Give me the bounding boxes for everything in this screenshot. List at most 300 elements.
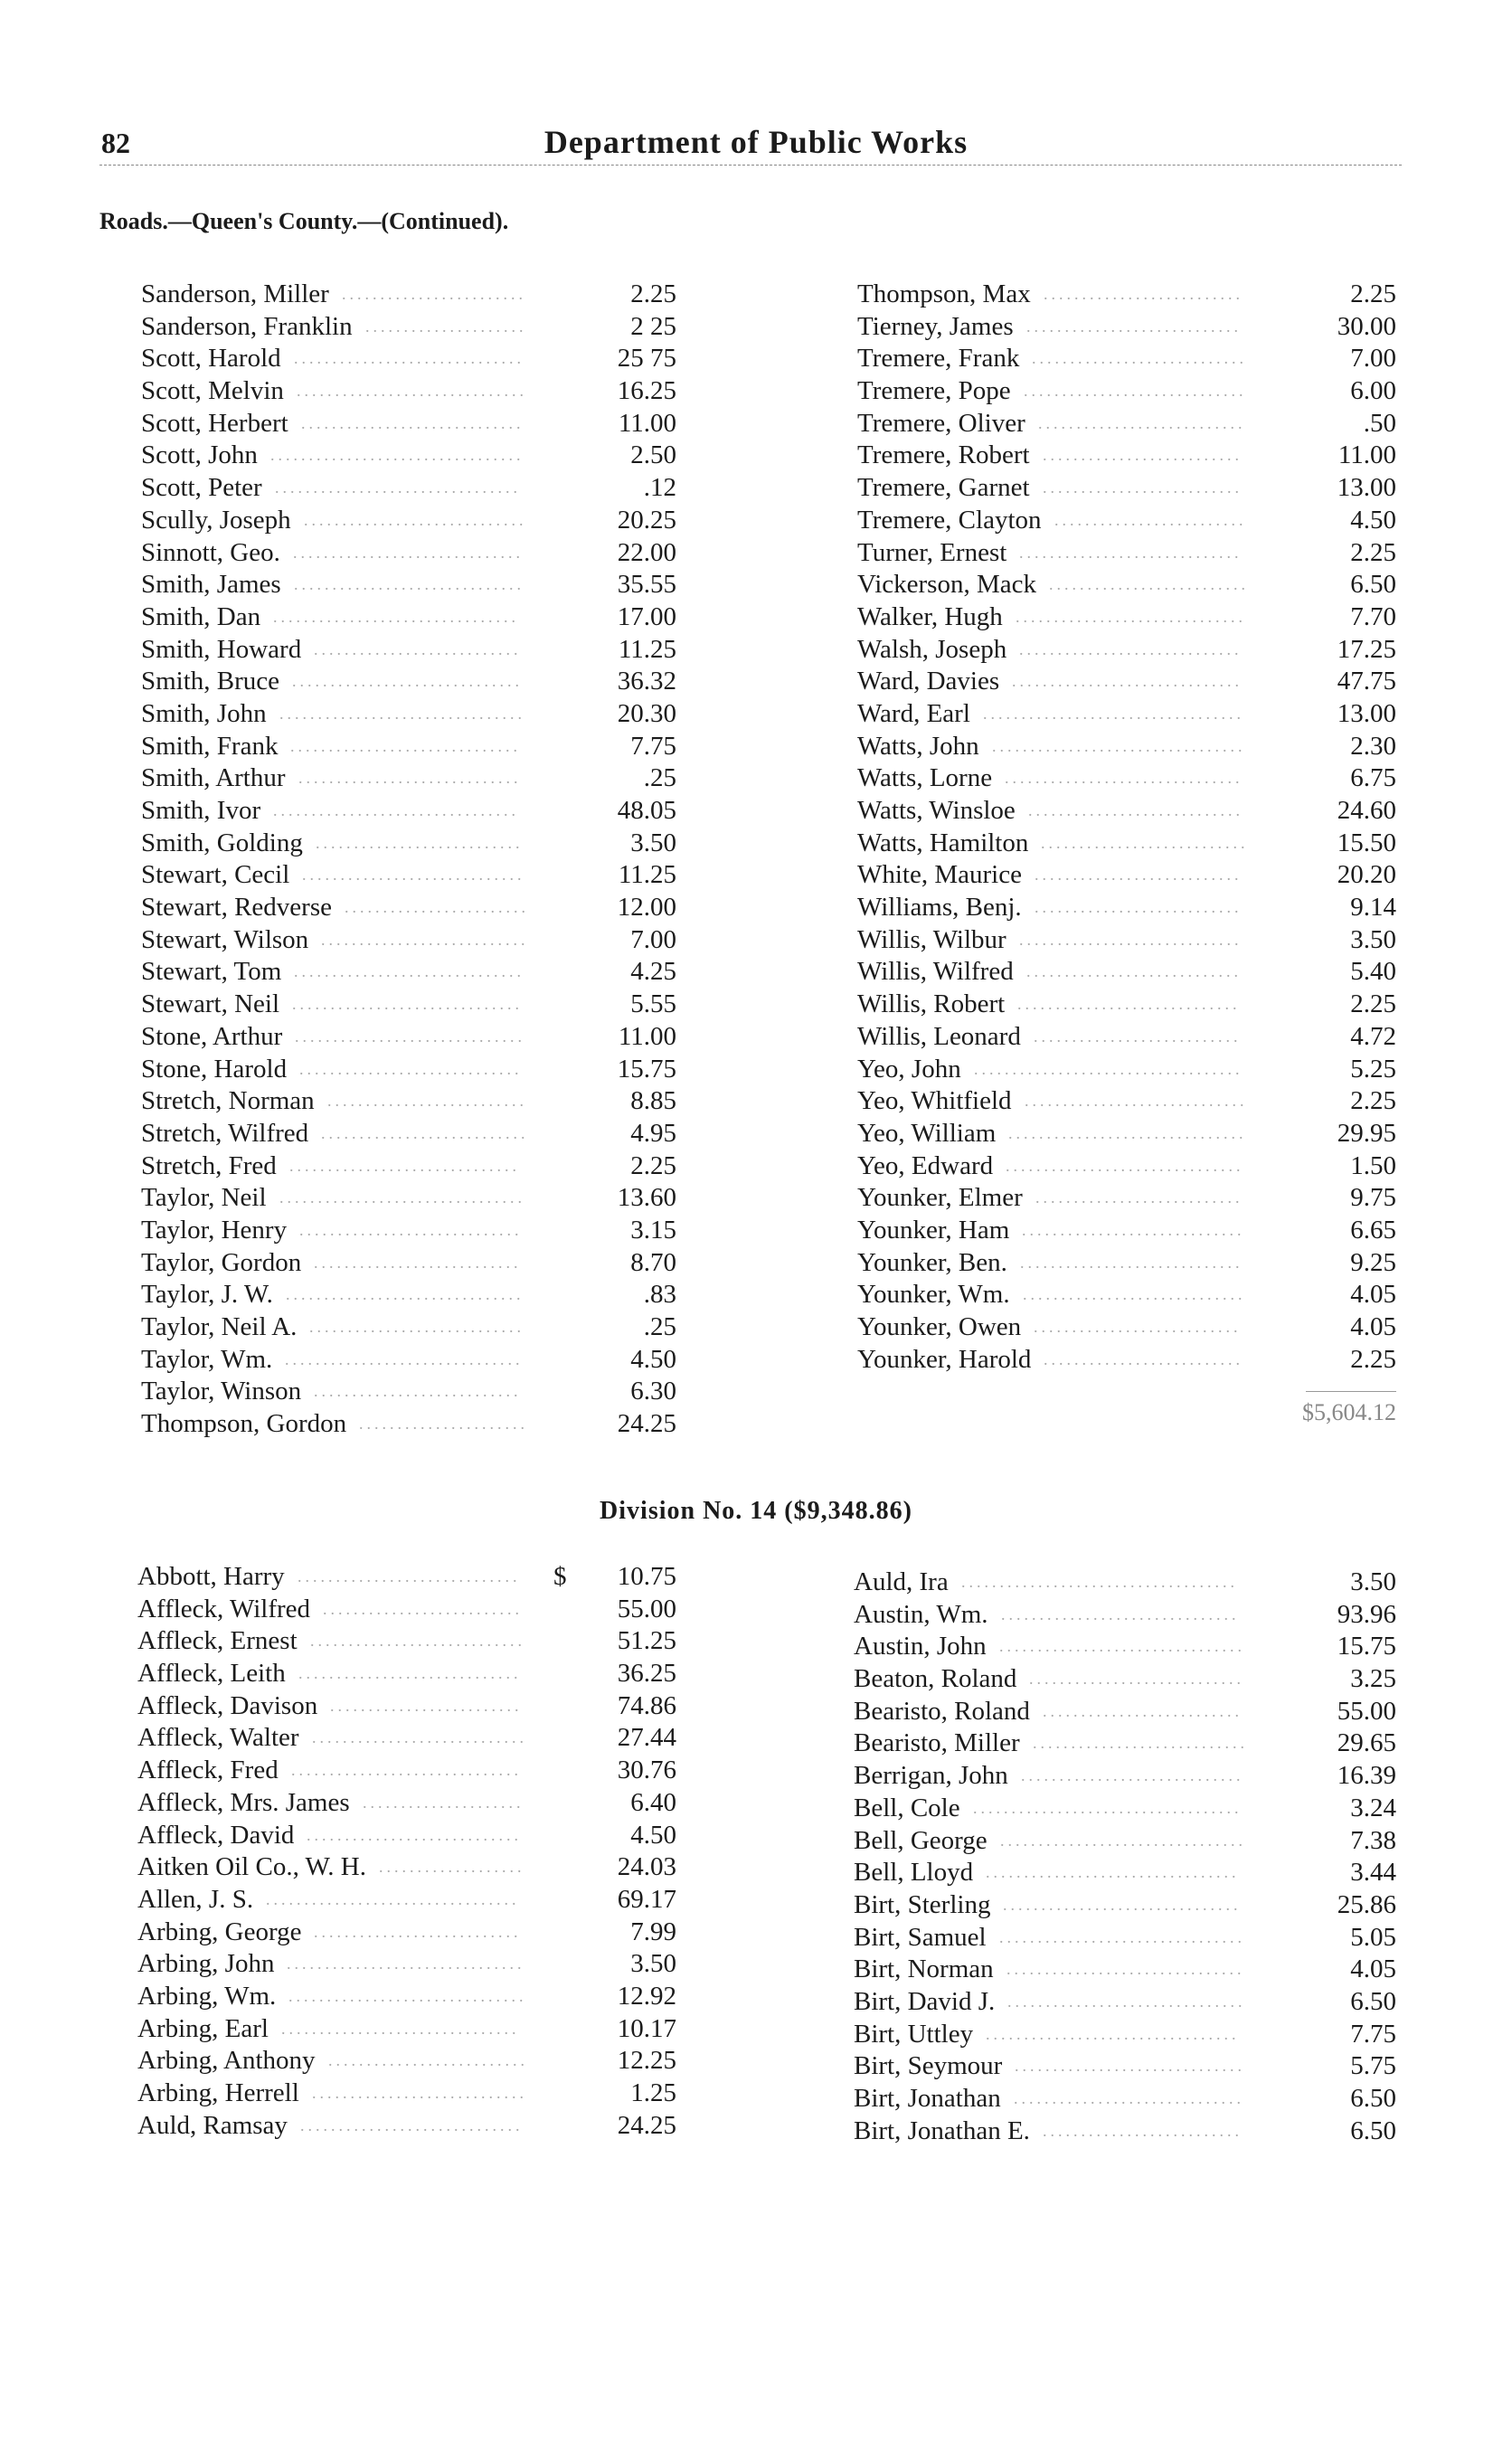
list-item [141, 666, 676, 698]
entry-name: Smith, Bruce [141, 667, 280, 696]
leader-dots: ........................... [1041, 833, 1249, 852]
list-item [141, 731, 676, 763]
entry-amount: 10.17 [617, 2013, 676, 2043]
entry-name: Sinnott, Geo. [141, 537, 280, 567]
list-item [137, 1658, 676, 1690]
page-number: 82 [101, 127, 130, 159]
entry-amount: 2.25 [1350, 1086, 1396, 1116]
leader-dots: ............................. [1019, 930, 1243, 949]
entry-name: Scully, Joseph [141, 505, 291, 535]
leader-dots: ................................. [270, 446, 524, 465]
list-item [137, 1787, 676, 1820]
leader-dots: ................... [379, 1858, 525, 1877]
entry-name: Thompson, Max [857, 279, 1031, 308]
entry-name: Willis, Wilbur [857, 924, 1006, 954]
leader-dots: ........................... [1034, 1027, 1242, 1046]
list-item [141, 924, 676, 957]
leader-dots: ............................... [287, 1955, 525, 1973]
header-rule [99, 165, 1402, 166]
entry-amount: 7.38 [1350, 1825, 1396, 1855]
list-item [857, 924, 1396, 957]
list-item [857, 828, 1396, 860]
entry-amount: 7.99 [630, 1917, 676, 1946]
entry-amount: 4.72 [1350, 1021, 1396, 1051]
list-item [141, 279, 676, 311]
list-item [137, 2045, 676, 2078]
entry-name: Smith, Ivor [141, 796, 261, 825]
entry-amount: 11.25 [618, 634, 676, 664]
division-title: Division No. 14 ($9,348.86) [600, 1497, 912, 1525]
list-item [141, 956, 676, 989]
entry-name: Bearisto, Miller [854, 1728, 1020, 1758]
leader-dots: ........................ [345, 898, 529, 917]
list-item [141, 634, 676, 667]
entry-amount: 6.50 [1350, 2084, 1396, 2113]
entry-name: Stewart, Tom [141, 957, 282, 987]
leader-dots: .............................. [1014, 2089, 1244, 2107]
entry-amount: 20.30 [617, 698, 676, 728]
entry-name: Taylor, Winson [141, 1377, 302, 1406]
leader-dots: ............................... [1001, 1604, 1240, 1623]
entry-amount: 74.86 [617, 1690, 676, 1720]
leader-dots: ............................. [1021, 1766, 1244, 1785]
entry-amount: 7.75 [1350, 2019, 1396, 2049]
entry-name: Tremere, Robert [857, 440, 1030, 470]
list-item [857, 1215, 1396, 1247]
list-item [857, 1118, 1396, 1150]
entry-amount: 15.50 [1337, 828, 1396, 857]
entry-amount: 2 25 [630, 311, 676, 341]
list-item [857, 795, 1396, 828]
leader-dots: .............................. [295, 1027, 525, 1046]
leader-dots: ........................... [1038, 413, 1246, 432]
list-item [137, 1690, 676, 1723]
entry-amount: 17.25 [1337, 634, 1396, 664]
leader-dots: .......................... [327, 1092, 527, 1111]
list-item [141, 343, 676, 375]
list-item [141, 1085, 676, 1118]
entry-amount: 5.05 [1350, 1922, 1396, 1952]
list-item [141, 311, 676, 344]
list-item [137, 1884, 676, 1917]
leader-dots: ............................. [298, 1567, 521, 1585]
leader-dots: ............................ [1026, 962, 1242, 981]
leader-dots: ............................. [298, 1664, 522, 1683]
entry-name: Smith, Frank [141, 731, 279, 761]
section-title: Roads.—Queen's County.—(Continued). [99, 208, 509, 234]
entry-amount: 48.05 [617, 796, 676, 825]
leader-dots: ........................... [314, 1922, 522, 1941]
entry-name: Scott, Peter [141, 473, 262, 503]
entry-amount: 3.50 [630, 828, 676, 857]
entry-amount: .12 [643, 473, 676, 503]
leader-dots: ..................... [363, 1793, 524, 1812]
list-item [857, 343, 1396, 375]
list-item [137, 2013, 676, 2046]
entry-amount: 3.50 [1350, 924, 1396, 954]
entry-amount: 24.03 [617, 1852, 676, 1882]
list-item [141, 828, 676, 860]
leader-dots: ................................ [275, 478, 521, 497]
leader-dots: ................................ [279, 1188, 525, 1207]
entry-name: Stretch, Wilfred [141, 1118, 309, 1148]
leader-dots: ............................... [285, 1349, 524, 1368]
list-item [854, 1599, 1396, 1632]
entry-amount: 2.25 [1350, 537, 1396, 567]
leader-dots: ......................... [330, 1696, 523, 1715]
list-item [854, 1566, 1396, 1599]
entry-name: Ward, Davies [857, 667, 1000, 696]
entry-amount: 7.75 [630, 731, 676, 761]
leader-dots: .............................. [1015, 2057, 1245, 2076]
entry-amount: 2.25 [1350, 279, 1396, 308]
leader-dots: .......................... [1049, 575, 1249, 594]
leader-dots: ......................... [1054, 510, 1247, 529]
dollar-sign: $ [553, 1562, 567, 1591]
leader-dots: ................................ [1000, 1831, 1246, 1850]
entry-name: Smith, James [141, 570, 281, 600]
division-column-2 [854, 1566, 1396, 2147]
list-item [141, 601, 676, 634]
entry-name: White, Maurice [857, 860, 1022, 890]
entry-name: Affleck, Wilfred [137, 1594, 311, 1623]
leader-dots: .......................... [1044, 285, 1243, 303]
list-item [857, 762, 1396, 795]
entry-name: Aitken Oil Co., W. H. [137, 1852, 366, 1882]
entry-amount: 6.50 [1350, 570, 1396, 600]
list-item [857, 1182, 1396, 1215]
leader-dots: .......................... [323, 1599, 523, 1618]
entry-amount: 2.25 [630, 1150, 676, 1180]
entry-amount: 55.00 [617, 1594, 676, 1623]
list-item [857, 1021, 1396, 1054]
leader-dots: ............................. [1024, 382, 1247, 401]
list-item [854, 1825, 1396, 1858]
list-item [137, 1755, 676, 1787]
entry-name: Younker, Ham [857, 1215, 1010, 1245]
entry-amount: 4.50 [1350, 505, 1396, 535]
entry-amount: 6.65 [1350, 1215, 1396, 1245]
list-item [141, 1376, 676, 1408]
entry-name: Arbing, George [137, 1917, 302, 1946]
entry-name: Watts, Hamilton [857, 828, 1029, 857]
entry-amount: 9.75 [1350, 1183, 1396, 1213]
entry-name: Scott, John [141, 440, 258, 470]
entry-name: Bell, Cole [854, 1793, 960, 1822]
entry-name: Stewart, Neil [141, 989, 280, 1019]
entry-amount: 13.00 [1337, 473, 1396, 503]
entry-name: Auld, Ira [854, 1567, 949, 1596]
entry-name: Birt, Jonathan E. [854, 2115, 1030, 2145]
roads-column-2 [857, 279, 1396, 1376]
entry-amount: 69.17 [617, 1884, 676, 1914]
entry-name: Arbing, Wm. [137, 1981, 277, 2011]
entry-name: Birt, Jonathan [854, 2084, 1001, 2113]
entry-name: Yeo, Edward [857, 1150, 994, 1180]
list-item [141, 569, 676, 601]
list-item [854, 1631, 1396, 1663]
entry-amount: 6.00 [1350, 376, 1396, 406]
list-item [137, 1594, 676, 1626]
leader-dots: ............................ [1029, 1670, 1244, 1689]
entry-amount: 11.00 [1337, 440, 1396, 470]
leader-dots: .............................. [292, 672, 523, 691]
entry-amount: 3.25 [1350, 1664, 1396, 1694]
entry-name: Affleck, David [137, 1820, 295, 1850]
entry-name: Berrigan, John [854, 1761, 1008, 1791]
entry-amount: 4.95 [630, 1118, 676, 1148]
leader-dots: .......................... [1043, 2121, 1243, 2140]
entry-amount: 5.55 [630, 989, 676, 1019]
leader-dots: ................................. [986, 1863, 1240, 1882]
entry-amount: 12.00 [617, 893, 676, 923]
entry-name: Willis, Robert [857, 989, 1006, 1019]
list-item [854, 2115, 1396, 2148]
division-column-1 [137, 1561, 676, 2142]
entry-name: Younker, Ben. [857, 1247, 1007, 1277]
entry-amount: 2.50 [630, 440, 676, 470]
list-item [857, 1150, 1396, 1183]
list-item [854, 2083, 1396, 2115]
entry-amount: 11.00 [618, 1021, 676, 1051]
list-item [137, 1948, 676, 1981]
entry-amount: 6.50 [1350, 2115, 1396, 2145]
list-item [141, 795, 676, 828]
leader-dots: ............................. [304, 510, 527, 529]
entry-amount: 5.75 [1350, 2051, 1396, 2081]
entry-name: Turner, Ernest [857, 537, 1007, 567]
list-item [141, 440, 676, 472]
roads-total: $5,604.12 [1302, 1399, 1396, 1425]
entry-amount: 27.44 [617, 1723, 676, 1753]
entry-amount: 1.50 [1350, 1150, 1396, 1180]
leader-dots: ............................ [1033, 1734, 1248, 1753]
entry-amount: 3.44 [1350, 1858, 1396, 1888]
entry-name: Smith, Dan [141, 601, 261, 631]
list-item [857, 859, 1396, 892]
entry-amount: 36.32 [617, 667, 676, 696]
leader-dots: ........................... [314, 1382, 522, 1401]
entry-amount: 16.25 [617, 376, 676, 406]
entry-amount: 12.25 [617, 2046, 676, 2076]
entry-name: Abbott, Harry [137, 1562, 285, 1591]
list-item [857, 1054, 1396, 1086]
entry-name: Willis, Leonard [857, 1021, 1021, 1051]
leader-dots: .............................. [294, 575, 524, 594]
entry-amount: 51.25 [617, 1626, 676, 1656]
list-item [137, 1917, 676, 1949]
entry-name: Stretch, Norman [141, 1086, 315, 1116]
entry-name: Bearisto, Roland [854, 1696, 1030, 1726]
entry-amount: 16.39 [1337, 1761, 1396, 1791]
list-item [141, 375, 676, 408]
entry-amount: 11.00 [618, 408, 676, 438]
entry-name: Scott, Melvin [141, 376, 284, 406]
entry-amount: 3.24 [1350, 1793, 1396, 1822]
list-item [857, 956, 1396, 989]
entry-name: Younker, Wm. [857, 1280, 1010, 1310]
leader-dots: .......................... [328, 2051, 528, 2070]
entry-name: Stewart, Wilson [141, 924, 309, 954]
leader-dots: ................................... [973, 1798, 1243, 1817]
leader-dots: ............................. [1025, 1092, 1248, 1111]
entry-name: Tremere, Clayton [857, 505, 1042, 535]
entry-amount: 13.00 [1337, 698, 1396, 728]
leader-dots: .............................. [294, 349, 524, 368]
entry-name: Affleck, Ernest [137, 1626, 298, 1656]
entry-name: Affleck, Leith [137, 1659, 286, 1689]
list-item [137, 1981, 676, 2013]
list-item [857, 537, 1396, 570]
roads-total-block [1237, 1391, 1396, 1426]
entry-amount: 30.00 [1337, 311, 1396, 341]
leader-dots: ............................ [312, 1728, 527, 1747]
entry-name: Stretch, Fred [141, 1150, 277, 1180]
entry-name: Tremere, Oliver [857, 408, 1025, 438]
entry-amount: 3.15 [630, 1215, 676, 1245]
list-item [857, 698, 1396, 731]
entry-amount: 6.30 [630, 1377, 676, 1406]
list-item [141, 859, 676, 892]
list-item [854, 1986, 1396, 2019]
leader-dots: ............................ [309, 1318, 524, 1336]
list-item [141, 1344, 676, 1377]
list-item [854, 1857, 1396, 1889]
list-item [854, 1889, 1396, 1922]
list-item [857, 892, 1396, 924]
entry-amount: 7.00 [630, 924, 676, 954]
list-item [141, 1279, 676, 1311]
list-item [141, 537, 676, 570]
entry-name: Taylor, Gordon [141, 1247, 302, 1277]
entry-amount: 4.05 [1350, 1280, 1396, 1310]
list-item [857, 989, 1396, 1021]
leader-dots: ............................... [1005, 769, 1243, 788]
entry-amount: 6.75 [1350, 763, 1396, 793]
list-item [857, 1085, 1396, 1118]
entry-amount: 25.86 [1337, 1889, 1396, 1919]
entry-name: Yeo, William [857, 1118, 997, 1148]
list-item [857, 666, 1396, 698]
entry-amount: 93.96 [1337, 1599, 1396, 1629]
entry-amount: 11.25 [618, 860, 676, 890]
entry-name: Austin, John [854, 1632, 987, 1661]
leader-dots: ............................ [1032, 349, 1247, 368]
leader-dots: .................................. [983, 704, 1244, 723]
list-item [857, 601, 1396, 634]
leader-dots: ............................. [1022, 1220, 1245, 1239]
leader-dots: ................................. [986, 2024, 1240, 2043]
leader-dots: ................................. [992, 736, 1246, 755]
list-item [137, 2110, 676, 2143]
entry-amount: 24.60 [1337, 796, 1396, 825]
entry-name: Birt, Uttley [854, 2019, 974, 2049]
entry-name: Smith, Arthur [141, 763, 286, 793]
entry-amount: .83 [643, 1280, 676, 1310]
entry-amount: 20.20 [1337, 860, 1396, 890]
running-title: Department of Public Works [543, 124, 969, 160]
list-item [857, 1344, 1396, 1377]
list-item [141, 1118, 676, 1150]
list-item [857, 505, 1396, 537]
entry-name: Beaton, Roland [854, 1664, 1017, 1694]
leader-dots: .............................. [290, 736, 521, 755]
entry-amount: 2.25 [1350, 1344, 1396, 1374]
entry-name: Birt, Sterling [854, 1889, 991, 1919]
list-item [137, 1722, 676, 1755]
leader-dots: .............................. [1012, 672, 1243, 691]
entry-amount: 10.75 [617, 1562, 676, 1591]
list-item [857, 1279, 1396, 1311]
entry-amount: 13.60 [617, 1183, 676, 1213]
leader-dots: ............................. [1019, 543, 1243, 562]
leader-dots: ........................... [321, 930, 529, 949]
entry-name: Tierney, James [857, 311, 1014, 341]
leader-dots: ............................. [1023, 1285, 1246, 1304]
leader-dots: ............................ [1026, 317, 1242, 336]
leader-dots: .......................... [1043, 478, 1243, 497]
leader-dots: ............................... [1008, 1123, 1247, 1142]
entry-name: Walker, Hugh [857, 601, 1003, 631]
entry-amount: 36.25 [617, 1659, 676, 1689]
entry-name: Walsh, Joseph [857, 634, 1007, 664]
entry-name: Taylor, Wm. [141, 1344, 273, 1374]
list-item [141, 1311, 676, 1344]
entry-name: Williams, Benj. [857, 893, 1022, 923]
leader-dots: ................................... [974, 1059, 1243, 1078]
entry-name: Affleck, Walter [137, 1723, 299, 1753]
entry-name: Smith, Golding [141, 828, 303, 857]
entry-name: Willis, Wilfred [857, 957, 1014, 987]
leader-dots: .............................. [294, 962, 524, 981]
entry-name: Smith, Howard [141, 634, 302, 664]
entry-name: Birt, Seymour [854, 2051, 1003, 2081]
entry-name: Stone, Harold [141, 1054, 288, 1084]
list-item [857, 634, 1396, 667]
entry-name: Scott, Herbert [141, 408, 288, 438]
entry-amount: 29.65 [1337, 1728, 1396, 1758]
entry-amount: .50 [1363, 408, 1396, 438]
entry-name: Ward, Earl [857, 698, 970, 728]
leader-dots: ................................ [273, 801, 519, 819]
entry-name: Tremere, Garnet [857, 473, 1030, 503]
entry-amount: 8.70 [630, 1247, 676, 1277]
entry-name: Affleck, Davison [137, 1690, 318, 1720]
list-item [141, 762, 676, 795]
list-item [857, 408, 1396, 440]
leader-dots: ............................. [1017, 995, 1241, 1014]
list-item [137, 1820, 676, 1852]
entry-amount: 12.92 [617, 1981, 676, 2011]
leader-dots: ............................. [300, 2115, 524, 2134]
entry-name: Auld, Ramsay [137, 2110, 288, 2140]
list-item [854, 1760, 1396, 1793]
list-item [141, 1150, 676, 1183]
entry-name: Arbing, Herrell [137, 2078, 299, 2107]
entry-name: Allen, J. S. [137, 1884, 254, 1914]
entry-amount: 30.76 [617, 1756, 676, 1785]
leader-dots: ............................. [299, 1220, 523, 1239]
list-item [137, 1561, 676, 1594]
leader-dots: .............................. [292, 995, 523, 1014]
leader-dots: ............................ [310, 1632, 525, 1651]
entry-amount: 5.40 [1350, 957, 1396, 987]
entry-amount: 35.55 [617, 570, 676, 600]
entry-name: Younker, Elmer [857, 1183, 1023, 1213]
entry-amount: 20.25 [617, 505, 676, 535]
list-item [141, 408, 676, 440]
entry-amount: 29.95 [1337, 1118, 1396, 1148]
